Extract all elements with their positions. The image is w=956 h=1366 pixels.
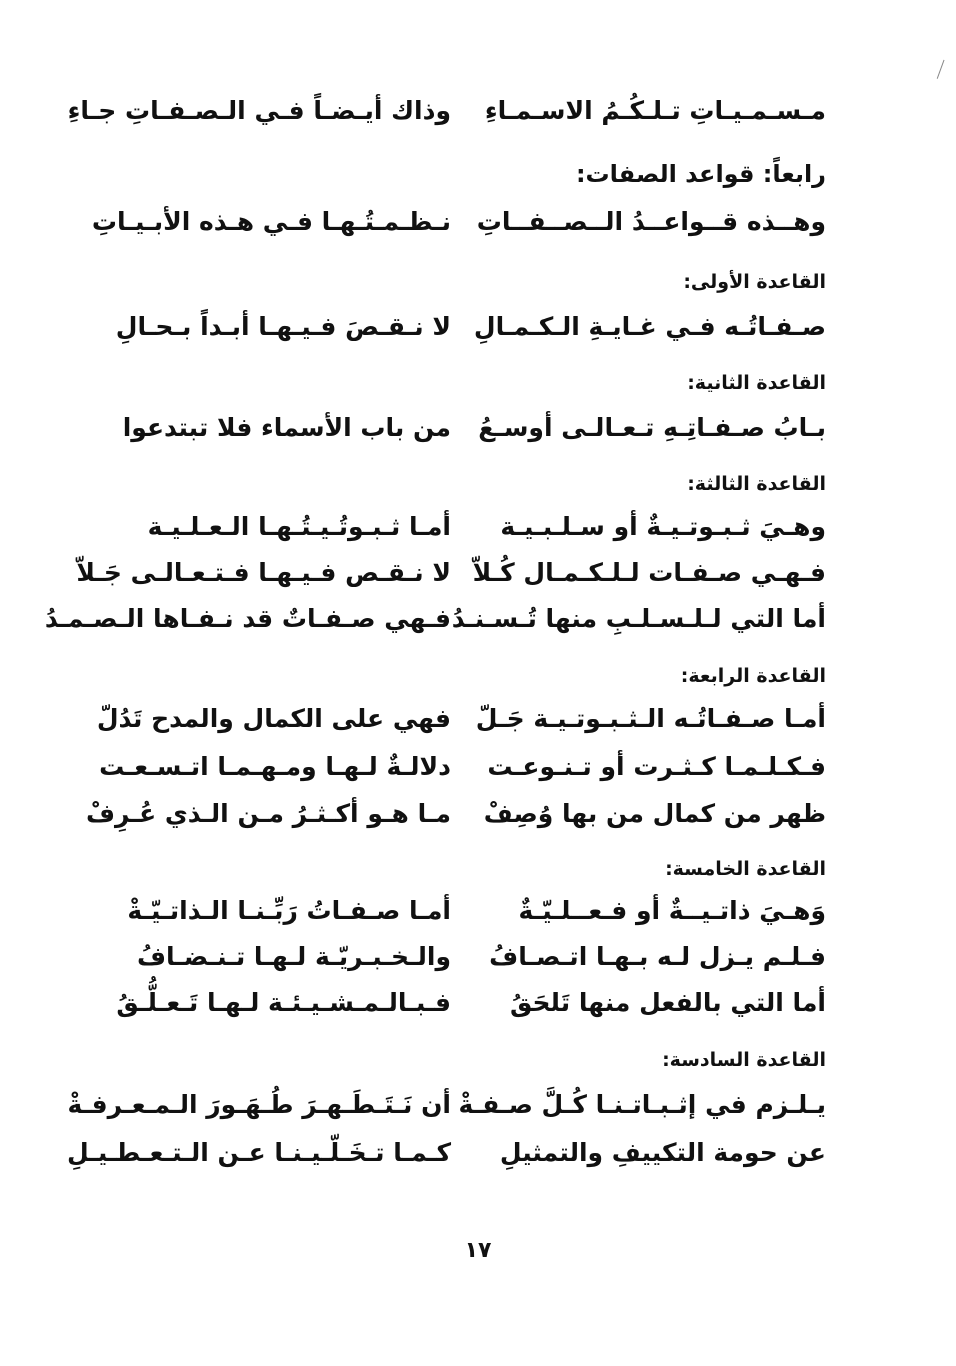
verse-right: بـابُ صـفـاتِـهِ تـعـالـى أوسـعُ: [478, 413, 826, 442]
verse-left: لا نـقـص فـيـهـا فـتـعـالـى جَـلاّ: [76, 558, 451, 587]
verse-right: أما التي بالفعل منها تَلحَقُ: [509, 988, 826, 1017]
rule-heading: القاعدة السادسة:: [662, 1049, 826, 1071]
verse-right: وَهـيَ ذاتـيــةٌ أو فـعــلـيّـةٌ: [518, 896, 826, 925]
rule-heading: القاعدة الرابعة:: [680, 665, 826, 687]
verse-right: عن حومة التكييفِ والتمثيلِ: [499, 1138, 826, 1167]
verse-left: فهي على الكمال والمدح تَدُلّ: [96, 704, 451, 733]
verse-left: أن نَـتَـطَـهـرَ طُـهَـورَ الـمـعـرفـةْ: [67, 1090, 451, 1119]
page-number: ١٧: [464, 1238, 492, 1263]
verse-right: فـهـي صـفـات لـلـكـمـال كُـلاّ: [472, 558, 826, 587]
verse-left: من باب الأسماء فلا تبتدعوا: [122, 413, 451, 442]
verse-left: كـمـا تـخَـلّـيـنـا عـن الـتـعـطـيـلِ: [66, 1138, 451, 1167]
verse-left: لا نـقـصَ فـيـهـا أبـداً بـحـالِ: [115, 312, 451, 341]
verse-right: صـفـاتُـه فـي غـايـةِ الـكـمـالِ: [473, 312, 826, 341]
verse-left: دلالـةٌ لـهـا ومـهـمـا اتـسـعـت: [99, 752, 451, 781]
section-heading: رابعاً: قواعد الصفات:: [575, 160, 826, 188]
verse-left: والـخـبـريّـة لـهـا تـنـضـافُ: [136, 942, 451, 971]
rule-heading: القاعدة الثالثة:: [687, 473, 826, 495]
rule-heading: القاعدة الخامسة:: [665, 858, 826, 880]
verse-right: وهـيَ ثـبـوتـيـةٌ أو سـلـبـيـة: [500, 512, 826, 541]
verse-right: أمـا صـفـاتُـه الـثـبـوتـيـة جَـلّ: [475, 704, 826, 733]
verse-left: فـبـالـمـشـيـئـة لـهـا تَـعـلُّـقُ: [116, 988, 451, 1017]
verse-left: فـهي صـفـاتٌ قد نـفـاها الـصـمـدُ: [44, 604, 451, 633]
verse-left: أمـا صـفـاتُ رَبِّـنـا الـذاتـيّـةْ: [127, 896, 451, 925]
verse-right: أما التي لـلـسـلـبِ منها تُـسـنـدُ: [451, 604, 826, 633]
rule-heading: القاعدة الثانية:: [687, 372, 826, 394]
verse-right: فـكـلـمـا كـثـرت أو تـنـوعـت: [487, 752, 826, 781]
verse-right: يـلـزم في إثـبـاتـنـا كُـلَّ صـفـةْ: [458, 1090, 826, 1119]
rule-heading: القاعدة الأولى:: [683, 271, 826, 293]
verse-left: نـظـمـتُـهـا فـي هـذه الأبـيـاتِ: [91, 207, 451, 236]
verse-right: فـلـم يـزل لـه بـهـا اتـصـافُ: [489, 942, 826, 971]
scan-mark: [937, 60, 949, 81]
verse-left: أمـا ثـبـوتُـيـتُـهـا الـعـلـيـة: [147, 512, 451, 541]
verse-left: وذاك أيـضـاً فـي الـصـفـاتِ جـاءِ: [67, 96, 451, 125]
verse-right: ظهر من كمال من بها وُصِفْ: [483, 799, 826, 828]
verse-right: مـسـمـيـاتِ تـلـكُـمُ الاسـمـاءِ: [484, 96, 826, 125]
verse-right: وهــذه قــواعــدُ الــصــفــاتِ: [476, 207, 826, 236]
verse-left: مـا هـو أكـثـرُ مـن الـذي عُـرِفْ: [85, 799, 451, 828]
